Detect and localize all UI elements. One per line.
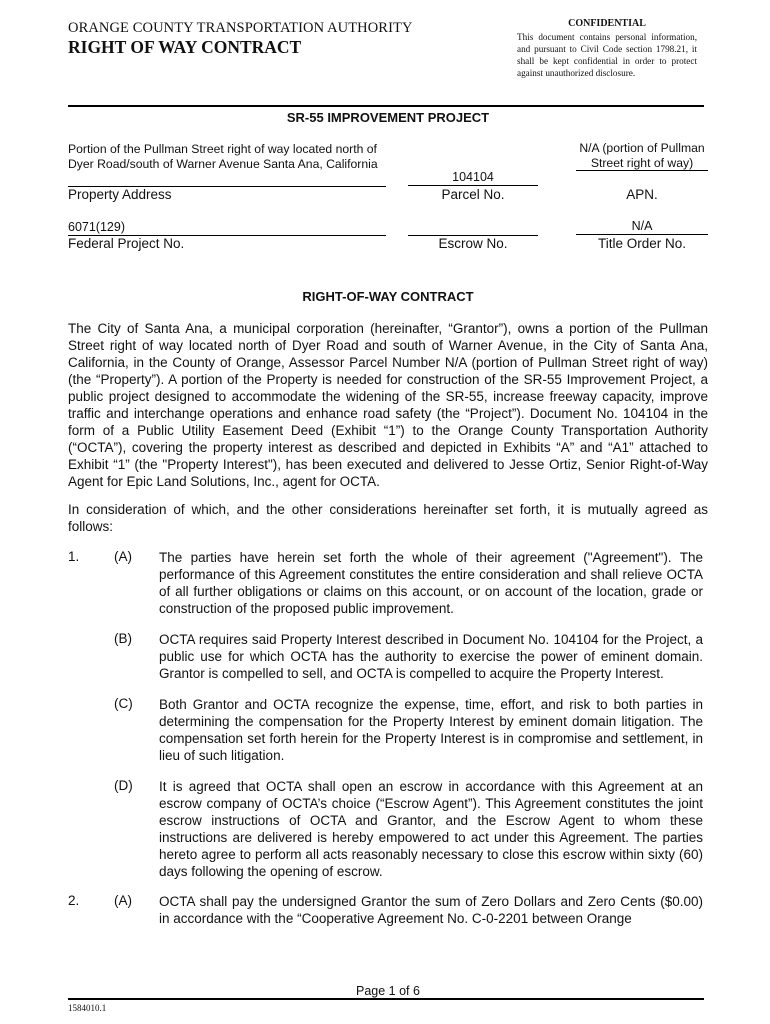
escrow-no-value [408, 220, 538, 236]
apn-value: N/A (portion of Pullman Street right of way) [576, 141, 708, 171]
document-code: 1584010.1 [68, 1003, 107, 1013]
footer-divider [68, 998, 704, 1000]
header-divider [68, 105, 704, 107]
federal-project-label: Federal Project No. [68, 236, 185, 251]
clause-letter: (D) [114, 778, 133, 793]
clause-letter: (C) [114, 696, 133, 711]
parcel-no-value: 104104 [408, 170, 538, 186]
confidential-notice: This document contains personal information, and pursuant to Civil Code section 1798.21, it shall be kept confidential in order to protect against unauthorized disclosure. [517, 32, 697, 78]
org-name: ORANGE COUNTY TRANSPORTATION AUTHORITY [68, 20, 413, 36]
property-address-value: Portion of the Pullman Street right of way located north of Dyer Road/south of Warner Avenue Santa Ana, California [68, 142, 386, 187]
clause-text: The parties have herein set forth the whole of their agreement ("Agreement"). The performance of this Agreement constitutes the entire consideration and shall relieve OCTA of all further obligations or claims on this account, or on account of the location, grade or construction of the proposed public improvement. [159, 550, 703, 616]
parcel-no-label: Parcel No. [441, 187, 505, 202]
clause-number: 2. [68, 893, 80, 908]
contract-title: RIGHT OF WAY CONTRACT [68, 37, 302, 57]
page-number: Page 1 of 6 [356, 984, 420, 998]
federal-project-value: 6071(129) [68, 220, 386, 236]
clause-text: Both Grantor and OCTA recognize the expense, time, effort, and risk to both parties in determining the compensation for the Property Interest by eminent domain litigation. The compensation set forth herein for the Property Interest is in compromise and settlement, in lieu of such litigation. [159, 697, 703, 763]
clause-number: 1. [68, 549, 80, 564]
clause-text: It is agreed that OCTA shall open an escrow in accordance with this Agreement at an escrow company of OCTA’s choice (“Escrow Agent”). This Agreement constitutes the joint escrow instructions of OCTA and Grantor, and the Escrow Agent to whom these instructions are delivered is hereby empowered to act under this Agreement. The parties hereto agree to perform all acts reasonably necessary to close this escrow within sixty (60) days following the opening of escrow. [159, 779, 703, 879]
property-address-label: Property Address [68, 187, 172, 202]
escrow-no-label: Escrow No. [438, 236, 508, 251]
consideration-paragraph: In consideration of which, and the other considerations hereinafter set forth, it is mutually agreed as follows: [68, 502, 708, 534]
apn-label: APN. [626, 187, 658, 202]
clause-text: OCTA shall pay the undersigned Grantor the sum of Zero Dollars and Zero Cents ($0.00) in accordance with the “Cooperative Agreement No. C-0-2201 between Orange [159, 894, 703, 926]
clause-letter: (B) [114, 631, 132, 646]
clause-letter: (A) [114, 549, 132, 564]
title-order-value: N/A [576, 219, 708, 235]
intro-paragraph: The City of Santa Ana, a municipal corporation (hereinafter, “Grantor”), owns a portion of the Pullman Street right of way located north of Dyer Road and south of Warner Avenue, in the City of Santa Ana, California, in the County of Orange, Assessor Parcel Number N/A (portion of Pullman Street right of way) (the “Property”). A portion of the Property is needed for construction of the SR-55 Improvement Project, a public project designed to accommodate the widening of the SR-55, increase freeway capacity, improve traffic and interchange operations and enhance road safety (the “Project”). Document No. 104104 in the form of a Public Utility Easement Deed (Exhibit “1”) to the Orange County Transportation Authority (“OCTA”), covering the property interest as described and depicted in Exhibits “A” and “A1” attached to Exhibit “1” (the "Property Interest"), has been executed and delivered to Jesse Ortiz, Senior Right-of-Way Agent for Epic Land Solutions, Inc., agent for OCTA. [68, 321, 708, 489]
title-order-label: Title Order No. [597, 236, 687, 251]
confidential-title: CONFIDENTIAL [568, 18, 646, 29]
clause-letter: (A) [114, 893, 132, 908]
project-title: SR-55 IMPROVEMENT PROJECT [286, 110, 490, 125]
section-title: RIGHT-OF-WAY CONTRACT [302, 289, 474, 304]
clause-text: OCTA requires said Property Interest described in Document No. 104104 for the Project, a public use for which OCTA has the authority to exercise the power of eminent domain. Grantor is compelled to sell, and OCTA is compelled to acquire the Property Interest. [159, 632, 703, 681]
